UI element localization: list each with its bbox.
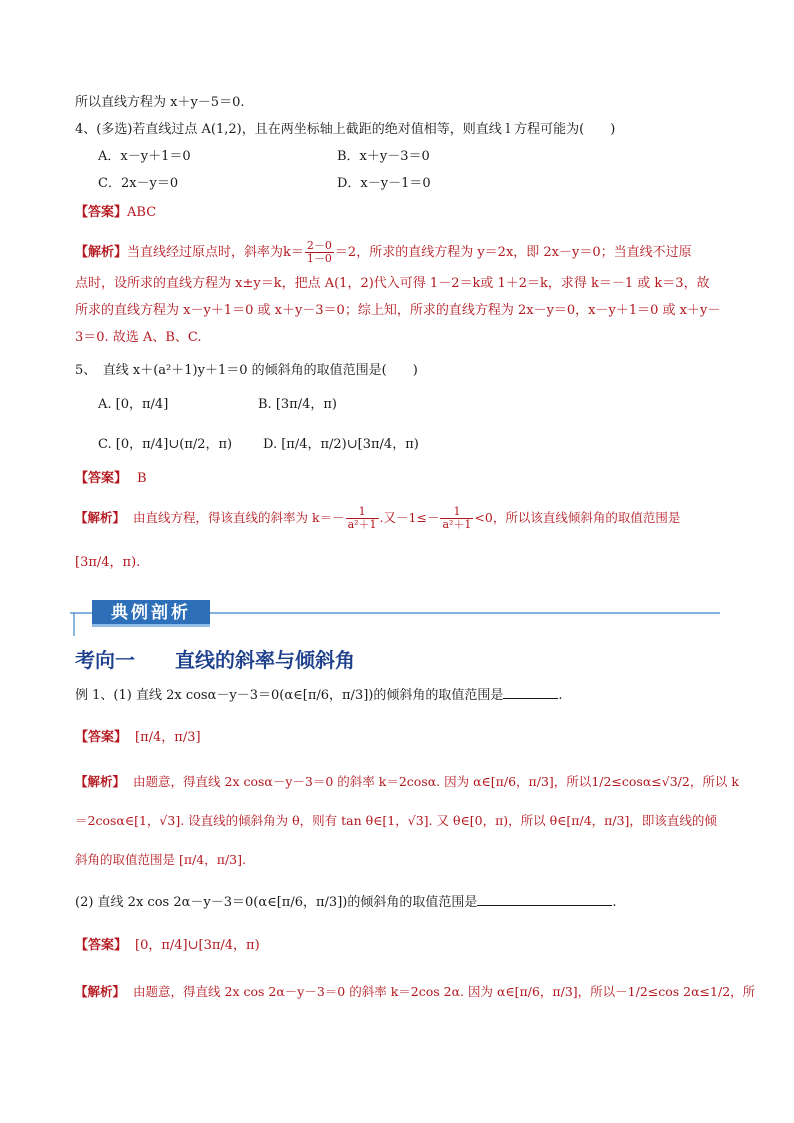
q4-option-c: C．2x－y＝0 xyxy=(98,176,179,191)
q5-option-d: D. [π/4，π/2)∪[3π/4，π) xyxy=(263,437,419,452)
analysis-label: 【解析】 xyxy=(75,245,128,260)
analysis-text: 由题意，得直线 2x cosα－y－3＝0 的斜率 k＝2cosα. 因为 α∈[π/6，π/3]，所以 xyxy=(133,774,592,789)
analysis-e1-line-3: 斜角的取值范围是 [π/4，π/3]. xyxy=(75,852,246,867)
analysis-text: ＝2，所求的直线方程为 y＝2x，即 2x－y＝0；当直线不过原 xyxy=(334,245,692,260)
q5-option-a: A. [0，π/4] xyxy=(98,397,169,412)
analysis-text: 由题意，得直线 2x cos 2α－y－3＝0 的斜率 k＝2cos 2α. 因为 α∈[π/6，π/3]，所以－1/2≤cos 2α≤1/2，所 xyxy=(133,984,756,999)
answer-label: 【答案】 xyxy=(75,205,128,220)
example-1-part-2: (2) 直线 2x cos 2α－y－3＝0(α∈[π/6，π/3])的倾斜角的取值范围是 . xyxy=(75,895,617,910)
banner-shadow xyxy=(92,624,210,627)
answer-value: ABC xyxy=(127,205,157,220)
analysis-e1-line-2: ＝2cosα∈[1，√3]. 设直线的倾斜角为 θ，则有 tan θ∈[1，√3]. 又 θ∈[0，π)，所以 θ∈[π/4，π/3]，即该直线的倾 xyxy=(75,813,717,828)
fraction: $\frac{1}{\text{a²＋1}}$ xyxy=(347,505,377,531)
question-5: 5、 直线 x＋(a²＋1)y＋1＝0 的倾斜角的取值范围是( ) xyxy=(75,363,418,378)
question-4: 4、(多选)若直线过点 A(1,2)，且在两坐标轴上截距的绝对值相等，则直线 l 方程可能为( ) xyxy=(75,122,616,137)
q5-option-b: B. [3π/4，π) xyxy=(258,397,337,412)
analysis-text: 由直线方程，得该直线的斜率为 k＝－ xyxy=(133,510,345,525)
answer-example-1-1 xyxy=(75,729,201,747)
analysis-text: 当直线经过原点时，斜率为 xyxy=(127,245,284,260)
analysis-4-line-4: 3＝0. 故选 A、B、C. xyxy=(75,330,202,345)
example-1-part-1: 例 1、(1) 直线 2x cosα－y－3＝0(α∈[π/6，π/3])的倾斜角的取值范围是 . xyxy=(75,688,563,703)
section-title: 直线的斜率与倾斜角 xyxy=(175,648,355,672)
answer-value: [0，π/4]∪[3π/4，π) xyxy=(135,938,260,953)
answer-label: 【答案】 xyxy=(75,938,128,953)
answer-blank xyxy=(477,893,612,906)
fraction: $\frac{1}{\text{a²＋1}}$ xyxy=(442,505,472,531)
q4-option-a: A．x－y＋1＝0 xyxy=(98,149,191,164)
analysis-5-line-2: [3π/4，π). xyxy=(75,555,141,570)
answer-label: 【答案】 xyxy=(75,730,128,745)
analysis-5-line-1 xyxy=(75,506,680,531)
q4-option-b: B．x＋y－3＝0 xyxy=(337,149,430,164)
analysis-4-line-3: 所求的直线方程为 x－y＋1＝0 或 x＋y－3＝0；综上知，所求的直线方程为 2x－y＝0，x－y＋1＝0 或 x＋y－ xyxy=(75,303,721,318)
analysis-text: <0，所以该直线倾斜角的取值范围是 xyxy=(474,510,681,525)
section-heading xyxy=(75,644,355,673)
example-text: 例 1、(1) 直线 2x cosα－y－3＝0(α∈ xyxy=(75,688,303,703)
prev-conclusion: 所以直线方程为 x＋y－5＝0. xyxy=(75,95,245,110)
section-number: 考向一 xyxy=(75,648,135,672)
answer-blank xyxy=(503,686,558,699)
answer-5 xyxy=(75,470,147,488)
answer-4 xyxy=(75,204,156,222)
analysis-text: .又－1≤－ xyxy=(379,510,440,525)
example-text: )的倾斜角的取值范围是 xyxy=(368,688,504,703)
fraction: $\frac{2-0}{1-0}$ xyxy=(306,239,332,265)
answer-example-1-2 xyxy=(75,937,260,955)
answer-value: [π/4，π/3] xyxy=(135,730,201,745)
banner-text: 典例剖析 xyxy=(111,603,191,623)
answer-label: 【答案】 xyxy=(75,471,128,486)
answer-value: B xyxy=(137,471,147,486)
example-interval: [π/6，π/3] xyxy=(302,688,369,703)
section-banner xyxy=(70,598,720,638)
analysis-text: 1/2≤cosα≤√3/2，所以 k xyxy=(591,774,739,789)
analysis-text: k＝ xyxy=(283,245,304,260)
analysis-4-line-2: 点时，设所求的直线方程为 x±y＝k，把点 A(1，2)代入可得 1－2＝k或 1＋2＝k，求得 k＝－1 或 k＝3，故 xyxy=(75,276,710,291)
analysis-label: 【解析】 xyxy=(75,984,126,999)
q4-option-d: D．x－y－1＝0 xyxy=(337,176,431,191)
example-text: (2) 直线 2x cos 2α－y－3＝0(α∈[π/6，π/3])的倾斜角的取值范围是 xyxy=(75,895,478,910)
analysis-label: 【解析】 xyxy=(75,510,126,525)
analysis-e1-line-1 xyxy=(75,773,739,791)
analysis-label: 【解析】 xyxy=(75,774,126,789)
q5-option-c: C. [0，π/4]∪(π/2，π) xyxy=(98,437,233,452)
analysis-4-line-1 xyxy=(75,240,692,265)
analysis-e2-line-1 xyxy=(75,983,755,1001)
